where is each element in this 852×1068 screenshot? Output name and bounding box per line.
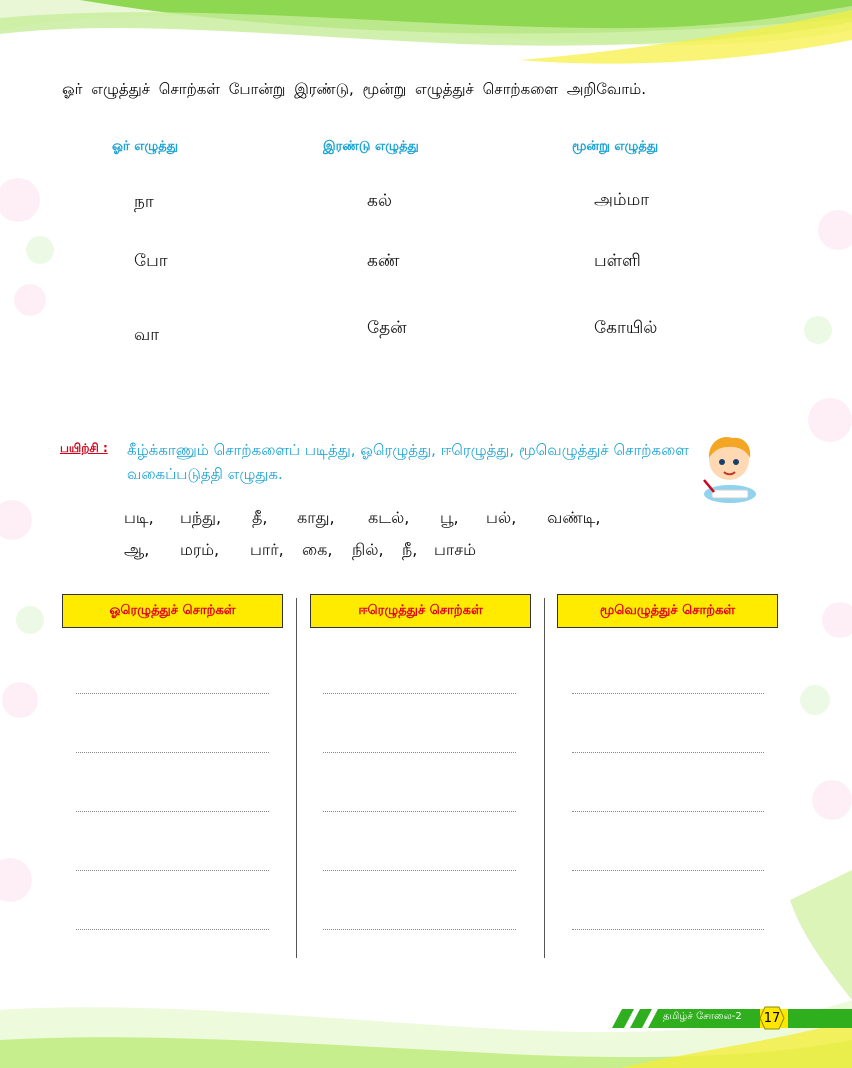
intro-sentence: ஓர் எழுத்துச் சொற்கள் போன்று இரண்டு, மூன்று எழுத்துச் சொற்களை அறிவோம். (62, 80, 646, 98)
word-one-letter-1: நா (134, 192, 154, 212)
word-item: மரம், (180, 540, 220, 559)
word-item: பந்து, (180, 508, 222, 527)
box-two-letter-words: ஈரெழுத்துச் சொற்கள் (310, 594, 531, 628)
footer-book-title: தமிழ்ச் சோலை-2 (663, 1011, 742, 1022)
word-item: காது, (297, 508, 335, 527)
exercise-instruction: கீழ்க்காணும் சொற்களைப் படித்து, ஓரெழுத்து, ஈரெழுத்து, மூவெழுத்துச் சொற்களை வகைப்படுத்தி எழுதுக. (127, 441, 689, 483)
answer-line-col1-4[interactable] (76, 870, 269, 871)
word-item: நீ, (402, 540, 418, 559)
heading-one-letter: ஓர் எழுத்து (112, 139, 178, 154)
word-two-letter-1: கல் (367, 191, 392, 211)
word-item: படி, (124, 508, 154, 527)
word-item: ஆ, (124, 540, 150, 559)
answer-line-col1-3[interactable] (76, 811, 269, 812)
word-two-letter-3: தேன் (367, 318, 407, 338)
word-item: கடல், (368, 508, 410, 527)
word-one-letter-3: வா (134, 325, 160, 345)
child-writing-illustration (698, 432, 762, 506)
word-three-letter-2: பள்ளி (594, 251, 641, 271)
word-item: பல், (486, 508, 517, 527)
answer-line-col3-3[interactable] (572, 811, 764, 812)
word-item: பாசம் (434, 540, 476, 559)
word-item: நில், (352, 540, 384, 559)
exercise-label: பயிற்சி : (60, 441, 108, 455)
column-divider (544, 598, 545, 958)
column-divider (296, 598, 297, 958)
answer-line-col1-5[interactable] (76, 929, 269, 930)
answer-line-col1-2[interactable] (76, 752, 269, 753)
page-number: 17 (763, 1010, 781, 1026)
answer-line-col3-5[interactable] (572, 929, 764, 930)
heading-two-letter: இரண்டு எழுத்து (323, 139, 419, 154)
word-list-row-1 (0, 508, 852, 530)
word-item: கை, (302, 540, 333, 559)
answer-line-col3-1[interactable] (572, 693, 764, 694)
answer-line-col2-5[interactable] (323, 929, 516, 930)
word-item: பூ, (440, 508, 459, 527)
word-item: பார், (250, 540, 284, 559)
box-one-letter-words: ஓரெழுத்துச் சொற்கள் (62, 594, 283, 628)
heading-three-letter: மூன்று எழுத்து (572, 139, 659, 154)
word-one-letter-2: போ (134, 251, 168, 271)
answer-line-col2-4[interactable] (323, 870, 516, 871)
word-three-letter-1: அம்மா (594, 190, 650, 210)
answer-line-col1-1[interactable] (76, 693, 269, 694)
answer-line-col2-3[interactable] (323, 811, 516, 812)
answer-line-col3-4[interactable] (572, 870, 764, 871)
word-three-letter-3: கோயில் (594, 318, 658, 338)
word-list-row-2 (0, 540, 852, 562)
word-item: வண்டி, (547, 508, 601, 527)
answer-line-col2-1[interactable] (323, 693, 516, 694)
answer-line-col3-2[interactable] (572, 752, 764, 753)
box-three-letter-words: மூவெழுத்துச் சொற்கள் (557, 594, 778, 628)
answer-line-col2-2[interactable] (323, 752, 516, 753)
word-item: தீ, (252, 508, 268, 527)
word-two-letter-2: கண் (367, 251, 400, 271)
